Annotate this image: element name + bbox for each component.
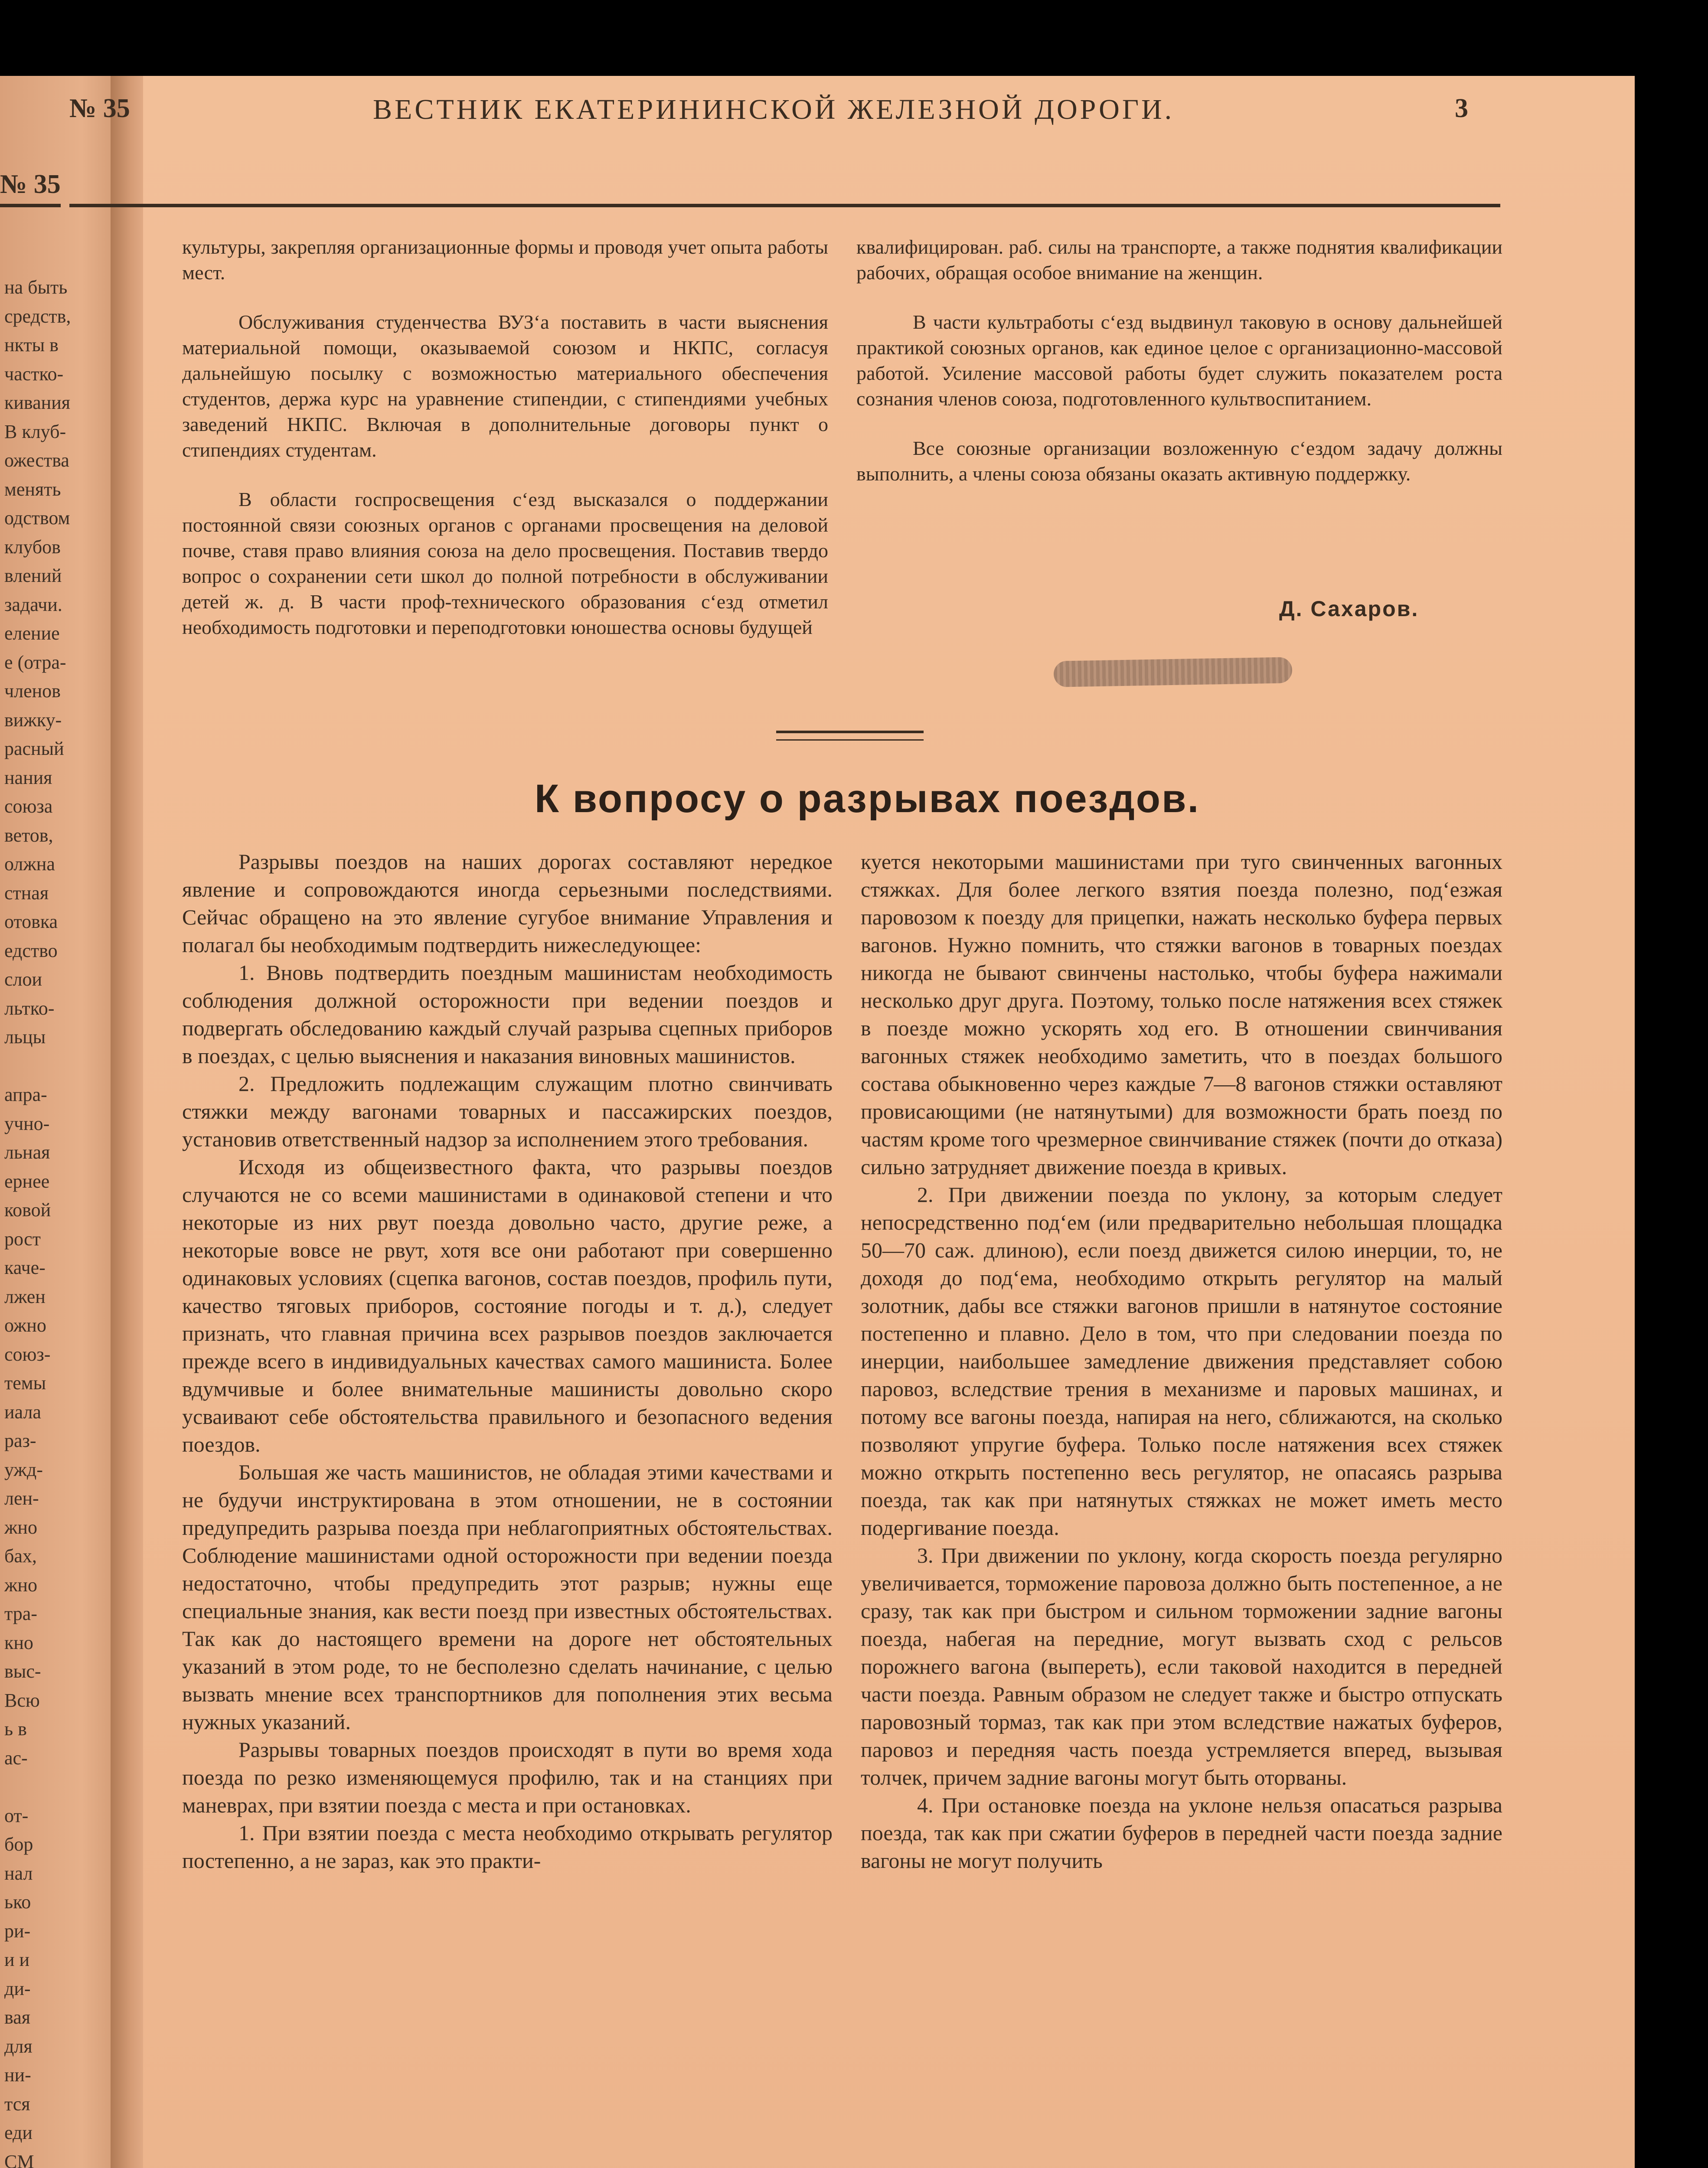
- page-header: [69, 93, 1500, 128]
- article-left-column: [182, 848, 833, 1874]
- left-text-fragment: е (отра-: [4, 651, 66, 673]
- left-text-fragment: союза: [4, 796, 53, 817]
- left-text-fragment: СМ: [4, 2151, 34, 2168]
- left-text-fragment: союз-: [4, 1343, 51, 1365]
- left-text-fragment: ди-: [4, 1978, 31, 1999]
- left-text-fragment: ужд-: [4, 1459, 43, 1480]
- left-text-fragment: ковой: [4, 1199, 51, 1221]
- paragraph: Все союзные организации возложенную с‘ездом задачу должны выполнить, а члены союза обязаны оказать активную поддержку.: [856, 437, 1502, 485]
- left-text-fragment: Всю: [4, 1689, 40, 1711]
- left-text-fragment: вая: [4, 2007, 30, 2028]
- paragraph: квалифицирован. раб. силы на транспорте, а также поднятия квалификации рабочих, обращая особое внимание на женщин.: [856, 236, 1502, 284]
- left-text-fragment: еление: [4, 623, 60, 644]
- stamp-mark: [1054, 657, 1293, 687]
- left-text-fragment: олжна: [4, 853, 55, 875]
- left-text-fragment: В клуб-: [4, 421, 66, 442]
- left-text-fragment: бах,: [4, 1545, 37, 1567]
- paragraph: 2. Предложить подлежащим служащим плотно свинчивать стяжки между вагонами товарных и пассажирских поездов, установив ответственный надзор за исполнением этого требования.: [182, 1071, 833, 1151]
- left-text-fragment: менять: [4, 478, 61, 500]
- paragraph: В части культработы с‘езд выдвинул таковую в основу дальнейшей практикой союзных органов, как единое целое с организационно-массовой работой. Усиление массовой работы будет служить показателем роста сознания членов союза, подготовленного культвоспитанием.: [856, 311, 1502, 410]
- left-header-rule: [0, 204, 61, 207]
- left-text-fragment: жно: [4, 1516, 37, 1538]
- left-text-fragment: ожно: [4, 1315, 46, 1336]
- left-text-fragment: влений: [4, 565, 62, 586]
- header-rule: [69, 204, 1500, 207]
- left-text-fragment: ько: [4, 1891, 31, 1913]
- left-page-number: № 35: [0, 170, 61, 199]
- left-text-fragment: нал: [4, 1862, 33, 1884]
- left-text-fragment: лжен: [4, 1286, 46, 1307]
- paragraph: Разрывы поездов на наших дорогах составляют нередкое явление и сопровождаются иногда серьезными последствиями. Сейчас обращено на это явление сугубое внимание Управления и полагал бы необходимым подтвердить нижеследующее:: [182, 849, 833, 957]
- left-text-fragment: ь в: [4, 1718, 27, 1740]
- paragraph: Большая же часть машинистов, не обладая этими качествами и не будучи инструктирована в этом отношении, не в состоянии предупредить разрыва поезда при неблагоприятных обстоятельствах. Соблюдение машинистами одной осторожности при ведении поезда недостаточно, чтобы предупредить этот разрыв; нужны еще специальные знания, как вести поезд при известных обстоятельствах. Так как до настоящего времени на дороге нет обстоятельных указаний в этом роде, то не бесполезно сделать начинание, с целью вызвать мнение всех транспортников для пополнения этих весьма нужных указаний.: [182, 1460, 833, 1734]
- article-right-column: [861, 848, 1502, 1874]
- page-number: 3: [1455, 94, 1468, 123]
- signature: Д. Сахаров.: [1279, 597, 1419, 621]
- left-text-fragment: слои: [4, 969, 42, 990]
- left-text-fragment: и и: [4, 1949, 30, 1970]
- left-text-fragment: расный: [4, 738, 64, 759]
- left-text-fragment: ас-: [4, 1747, 28, 1769]
- left-text-fragment: членов: [4, 680, 61, 702]
- article-title: К вопросу о разрывах поездов.: [534, 777, 1200, 821]
- paragraph: 4. При остановке поезда на уклоне нельзя опасаться разрыва поезда, так как при сжатии буферов в передней части поезда задние вагоны не могут получить: [861, 1793, 1502, 1873]
- left-text-fragment: ни-: [4, 2064, 31, 2086]
- left-text-fragment: лен-: [4, 1488, 39, 1509]
- paragraph: Обслуживания студенчества ВУЗ‘а поставить в части выяснения материальной помощи, оказываемой союзом и НКПС, согласуя дальнейшую посылку с возможностью материального обеспечения студентов, держа курс на уравнение стипендии, с стипендиями учебных заведений НКПС. Включая в дополнительные договоры пункт о стипендиях студентам.: [182, 311, 828, 461]
- left-text-fragment: ернее: [4, 1170, 50, 1192]
- left-text-fragment: каче-: [4, 1257, 46, 1278]
- left-text-fragment: задачи.: [4, 594, 62, 615]
- left-text-fragment: нкты в: [4, 334, 59, 356]
- issue-number: № 35: [69, 94, 130, 123]
- paragraph: куется некоторыми машинистами при туго свинченных вагонных стяжках. Для более легкого взятия поезда полезно, под‘езжая паровозом к поезду для прицепки, нажать несколько буфера первых вагонов. Нужно помнить, что стяжки вагонов в товарных поездах никогда не бывают свинчены настолько, чтобы буфера нажимали несколько друг друга. Поэтому, только после натяжения всех стяжек в поезде можно ускорять ход его. В отношении свинчивания вагонных стяжек необходимо заметить, что в поездах большого состава обыкновенно через каждые 7—8 вагонов стяжки оставляют провисающими (не натянутыми) для возможности брать поезд по частям кроме того чрезмерное свинчивание стяжек (почти до отказа) сильно затрудняет движение поезда в кривых.: [861, 849, 1502, 1179]
- left-text-fragment: льтко-: [4, 997, 55, 1019]
- left-text-fragment: вижку-: [4, 709, 62, 731]
- left-text-fragment: льная: [4, 1142, 50, 1163]
- paragraph: 2. При движении поезда по уклону, за которым следует непосредственно под‘ем (или предварительно небольшая площадка 50—70 саж. длиною), если поезд движется силою инерции, то, не доходя до под‘ема, необходимо открыть регулятор на малый золотник, дабы все стяжки вагонов пришли в натянутое состояние постепенно и плавно. Дело в том, что при следовании поезда по инерции, наибольшее замедление движения представляет собою паровоз, вследствие трения в механизме и паровых машинах, и потому все вагоны поезда, напирая на него, сближаются, на сколько позволяют упругие буфера. Только после натяжения всех стяжек можно открыть постепенно весь регулятор, не опасаясь разрыва поезда, так как при натянутых стяжках не может иметь место подергивание поезда.: [861, 1182, 1502, 1540]
- left-text-fragment: средств,: [4, 305, 71, 327]
- left-text-fragment: для: [4, 2035, 33, 2057]
- left-text-fragment: на быть: [4, 277, 68, 298]
- left-text-fragment: ветов,: [4, 824, 53, 846]
- left-text-fragment: едство: [4, 940, 58, 961]
- left-text-fragment: ри-: [4, 1920, 31, 1942]
- left-text-fragment: кивания: [4, 392, 70, 413]
- left-text-fragment: от-: [4, 1805, 29, 1826]
- left-text-fragment: ожества: [4, 450, 69, 471]
- left-text-fragment: кно: [4, 1632, 33, 1653]
- top-right-column: [856, 234, 1502, 486]
- left-text-fragment: бор: [4, 1834, 33, 1855]
- top-left-column: [182, 234, 828, 640]
- left-text-fragment: льцы: [4, 1026, 46, 1048]
- left-text-fragment: еди: [4, 2122, 33, 2143]
- left-text-fragment: стная: [4, 882, 49, 904]
- paragraph: В области госпросвещения с‘езд высказался о поддержании постоянной связи союзных органов с органами просвещения на деловой почве, ставя право влияния союза на дело просвещения. Поставив твердо вопрос о сохранении сети школ до полной потребности в обслуживании детей ж. д. В части проф-технического образования с‘езд отметил необходимость подготовки и переподготовки юношества основы будущей: [182, 488, 828, 638]
- paragraph: 1. При взятии поезда с места необходимо открывать регулятор постепенно, а не зараз, как это практи-: [182, 1821, 833, 1873]
- left-text-fragment: учно-: [4, 1113, 50, 1134]
- paragraph: Исходя из общеизвестного факта, что разрывы поездов случаются не со всеми машинистами в одинаковой степени и что некоторые из них рвут поезда довольно часто, другие реже, а некоторые вовсе не рвут, хотя все они работают при совершенно одинаковых условиях (сцепка вагонов, состав поездов, профиль пути, качество тяговых приборов, состояние погоды и т. д.), следует признать, что главная причина всех разрывов поездов заключается прежде всего в индивидуальных качествах самого машиниста. Более вдумчивые и более внимательные машинисты довольно скоро усваивают себе обстоятельства правильного и безопасного ведения поездов.: [182, 1155, 833, 1456]
- left-text-fragment: отовка: [4, 911, 58, 932]
- left-text-fragment: апра-: [4, 1084, 47, 1105]
- paragraph: культуры, закрепляя организационные формы и проводя учет опыта работы мест.: [182, 236, 828, 284]
- left-text-fragment: нания: [4, 767, 52, 788]
- left-text-fragment: выс-: [4, 1661, 41, 1682]
- paragraph: 3. При движении по уклону, когда скорость поезда регулярно увеличивается, торможение паровоза должно быть постепенное, а не сразу, так как при быстром и сильном торможении задние вагоны поезда, набегая на передние, могут вызвать сход с рельсов порожнего вагона (выпереть), если таковой находится в передней части поезда. Равным образом не следует также и быстро отпускать паровозный тормаз, так как при этом вследствие нажатых буферов, паровоз и передняя часть поезда устремляется вперед, вызывая толчек, причем задние вагоны могут быть оторваны.: [861, 1543, 1502, 1789]
- left-text-fragment: клубов: [4, 536, 61, 558]
- left-text-fragment: жно: [4, 1574, 37, 1596]
- left-text-fragment: тра-: [4, 1603, 37, 1624]
- left-text-fragment: тся: [4, 2093, 30, 2115]
- left-text-fragment: раз-: [4, 1430, 36, 1451]
- left-text-fragment: частко-: [4, 363, 64, 385]
- left-text-fragment: одством: [4, 507, 70, 529]
- left-text-fragment: темы: [4, 1372, 46, 1394]
- left-text-fragment: иала: [4, 1401, 41, 1423]
- left-text-fragment: рост: [4, 1228, 41, 1250]
- section-separator: [776, 731, 924, 741]
- newspaper-title: ВЕСТНИК ЕКАТЕРИНИНСКОЙ ЖЕЛЕЗНОЙ ДОРОГИ.: [373, 94, 1175, 125]
- paragraph: 1. Вновь подтвердить поездным машинистам необходимость соблюдения должной осторожности при ведении поездов и подвергать обследованию каждый случай разрыва сцепных приборов в поездах, с целью выяснения и наказания виновных машинистов.: [182, 960, 833, 1068]
- paragraph: Разрывы товарных поездов происходят в пути во время хода поезда по резко изменяющемуся профилю, так и на станциях при маневрах, при взятии поезда с места и при остановках.: [182, 1737, 833, 1817]
